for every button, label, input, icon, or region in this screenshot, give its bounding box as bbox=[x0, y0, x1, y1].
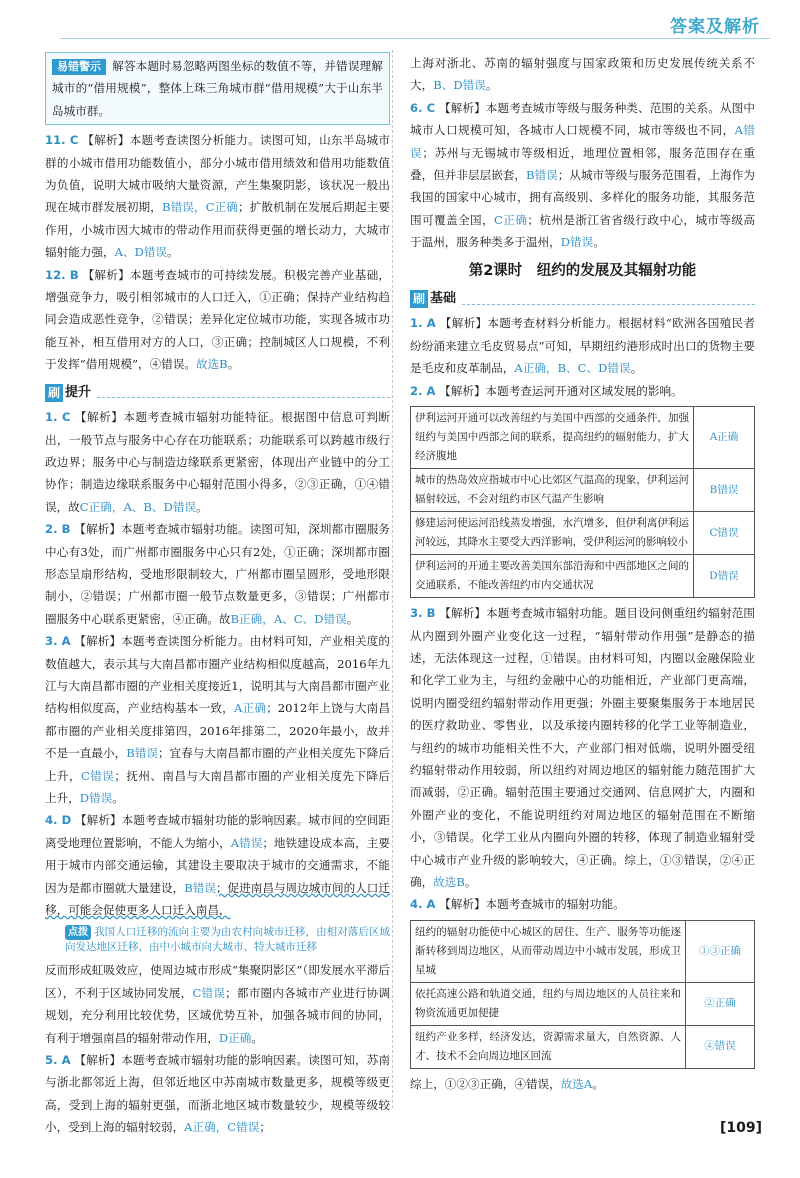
answer-text: ；地铁建设成本高，主要用于城市内部交通运输，其建设主要取决于城市的交通需求，不能因为是都市圈就大量建设， bbox=[45, 835, 390, 895]
answer-highlight: A错误 bbox=[410, 123, 755, 160]
table-row bbox=[411, 920, 755, 982]
answer-highlight: D错误 bbox=[560, 235, 594, 250]
warning-text: 解答本题时易忽略两图坐标的数值不等，并错误理解城市的“借用规模”，整体上珠三角城市群“借用规模”大于山东半岛城市群。 bbox=[52, 59, 383, 118]
answer-highlight: B错误 bbox=[184, 880, 216, 895]
answer-text: 反而形成虹吸效应，使周边城市形成“集聚阴影区”（即发展水平滞后区），不利于区域协同发展， bbox=[45, 963, 390, 1000]
answer-highlight: B错误 bbox=[526, 168, 558, 183]
answer-j3 bbox=[410, 602, 755, 893]
answer-p2 bbox=[45, 518, 390, 630]
answer-number: 3. B bbox=[410, 606, 436, 621]
lesson-title: 第2课时 纽约的发展及其辐射功能 bbox=[468, 262, 697, 279]
answer-j2 bbox=[410, 380, 755, 402]
answer-text: 【解析】本题考查读图分析能力。读图可知，山东半岛城市群的小城市借用功能数值小，部分小城市借用绩效和借用功能数值为负值，说明大城市吸纳大量资源，产生集聚阴影，该状况一般出现在城市群发展初期， bbox=[45, 133, 390, 215]
answer-text: 。 bbox=[251, 1030, 264, 1045]
answer-number: 4. A bbox=[410, 897, 436, 912]
section-label: 提升 bbox=[65, 384, 92, 400]
table-cell: 伊利运河的开通主要改善美国东部沿海和中西部地区之间的交通联系，不能改善纽约市内交通状况 bbox=[411, 555, 694, 598]
answer-number: 3. A bbox=[45, 634, 71, 649]
table-cell: 修建运河使运河沿线蒸发增强，水汽增多，但伊利离伊利运河较远，其降水主要受大西洋影响，受伊利运河的影响较小 bbox=[411, 512, 694, 555]
header-title: 答案及解析 bbox=[670, 17, 760, 37]
answer-text: 。 bbox=[112, 791, 124, 805]
answer-highlight: 故选A bbox=[560, 1076, 593, 1091]
answer-text: 【解析】本题考查城市辐射功能特征。根据图中信息可判断出，一般节点与服务中心存在功能联系；功能联系可以跨越市级行政边界；服务中心与制造边缘联系更紧密，体现出产业链中的分工协作；制造边缘联系服务中心辐射范围小得多，②③正确，①④错误，故 bbox=[45, 410, 390, 514]
answer-highlight: C错误 bbox=[81, 768, 115, 783]
warning-tag: 易错警示 bbox=[52, 59, 106, 75]
answer-highlight: C错误 bbox=[192, 985, 226, 1000]
answer-text: ；2012年上饶与大南昌都市圈的产业相关度排第四，2016年排第二，2020年最小，故并不是一直最小， bbox=[45, 701, 390, 761]
answer-text: 上海对浙北、苏南的辐射强度与国家政策和历史发展传统关系不大， bbox=[410, 56, 755, 93]
table-row bbox=[411, 1025, 755, 1068]
answer-number: 1. A bbox=[410, 316, 436, 331]
answer-number: 12. B bbox=[45, 267, 79, 282]
answer-number: 4. D bbox=[45, 813, 72, 828]
answer-highlight: B正确，A、C、D错误 bbox=[230, 611, 347, 626]
table-row bbox=[411, 982, 755, 1025]
answer-highlight: 故选B bbox=[433, 874, 465, 889]
answer-p5-cont bbox=[410, 52, 755, 97]
answer-text: 。 bbox=[227, 357, 240, 372]
table-row bbox=[411, 555, 755, 598]
header-divider bbox=[60, 38, 770, 39]
analysis-table-1 bbox=[410, 406, 755, 598]
answer-highlight: 故选B bbox=[195, 357, 228, 372]
answer-text: ；宜春与大南昌都市圈的产业相关度先下降后上升， bbox=[45, 746, 390, 783]
section-header-jichu bbox=[410, 288, 755, 310]
section-divider bbox=[97, 387, 390, 398]
answer-number: 1. C bbox=[45, 410, 71, 425]
answer-highlight: A正确 bbox=[233, 701, 267, 716]
answer-highlight: B错误 bbox=[126, 746, 158, 761]
tip-box bbox=[65, 921, 390, 959]
answer-j4 bbox=[410, 893, 755, 915]
answer-number: 2. B bbox=[45, 522, 71, 537]
answer-highlight: A错误 bbox=[230, 835, 263, 850]
answer-text: 。 bbox=[630, 361, 643, 376]
summary bbox=[410, 1073, 755, 1095]
answer-text: 【解析】本题考查城市辐射功能的影响因素。读图可知，苏南与浙北都邻近上海，但邻近地区中苏南城市数量更多，规模等级更高，受到上海的辐射更强，而浙北地区城市数量较少，规模等级较小，受到上海的辐射较弱， bbox=[45, 1053, 391, 1135]
column-divider bbox=[392, 50, 393, 1108]
answer-highlight: D正确 bbox=[218, 1030, 252, 1045]
table-cell: 伊利运河开通可以改善纽约与美国中西部的交通条件，加强纽约与美国中西部之间的联系，提高纽约的辐射能力，扩大经济腹地 bbox=[411, 407, 694, 469]
answer-p3 bbox=[45, 630, 390, 809]
answer-highlight: A正确，B、C、D错误 bbox=[514, 361, 631, 376]
left-column bbox=[45, 52, 390, 1139]
answer-highlight: C正确，A、B、D错误 bbox=[79, 499, 197, 514]
answer-highlight: B、D错误 bbox=[433, 78, 486, 93]
page-number-value: 109 bbox=[726, 1120, 756, 1136]
answer-text: 【解析】本题考查城市辐射功能的影响因素。城市间的空间距离受地理位置影响，不能人为缩小， bbox=[45, 813, 390, 850]
answer-text: 【解析】本题考查城市等级与服务种类、范围的关系。从图中城市人口规模可知，各城市人口规模不同，城市等级也不同， bbox=[410, 100, 755, 138]
answer-text: ；扩散机制在发展后期起主要作用，小城市因大城市的带动作用而获得更强的增长动力，大城市辐射能力强， bbox=[45, 200, 390, 260]
answer-number: 2. A bbox=[410, 383, 436, 398]
answer-text: 。 bbox=[485, 78, 498, 93]
table-row bbox=[411, 407, 755, 469]
table-result: B错误 bbox=[694, 469, 755, 512]
answer-text: 。 bbox=[593, 235, 605, 250]
table-cell: 城市的热岛效应指城市中心比郊区气温高的现象，伊利运河辐射较远，不会对纽约市区气温产生影响 bbox=[411, 469, 694, 512]
page-number: [109] bbox=[719, 1120, 762, 1136]
answer-p6 bbox=[410, 97, 755, 254]
table-cell: 纽约产业多样，经济发达，资源需求量大，自然资源、人才、技术不会向周边地区回流 bbox=[411, 1025, 686, 1068]
table-result: ②正确 bbox=[686, 982, 755, 1025]
answer-highlight: A正确，C错误 bbox=[184, 1120, 260, 1135]
section-label: 基础 bbox=[430, 291, 457, 307]
answer-text: ； bbox=[259, 1120, 271, 1135]
answer-text: 【解析】本题考查城市的辐射功能。 bbox=[439, 897, 625, 912]
answer-text: 【解析】本题考查城市的可持续发展。积极完善产业基础，增强竞争力，吸引相邻城市的人口迁入，①正确；保持产业结构趋同会造成恶性竞争，②错误；差异化定位城市功能，实现各城市功能互补，相互借用对方的人口，③正确；控制城区人口规模，不利于发挥“借用规模”，④错误。 bbox=[45, 267, 390, 372]
answer-highlight: B错误，C正确 bbox=[161, 200, 239, 215]
answer-text: ；促进南昌与周边城市间的人口迁移，可能会促使更多人口迁入南昌， bbox=[45, 880, 390, 918]
answer-highlight: A、D错误 bbox=[114, 245, 168, 260]
answer-p4-cont bbox=[45, 959, 390, 1049]
answer-text: 。 bbox=[196, 499, 208, 514]
section-header-tisheng bbox=[45, 382, 390, 404]
tip-icon: 点拨 bbox=[65, 925, 91, 940]
answer-text: 【解析】本题考查材料分析能力。根据材料“欧洲各国殖民者纷纷涌来建立毛皮贸易点”可知，早期纽约港形成时出口的货物主要是毛皮和皮革制品， bbox=[410, 316, 756, 376]
answer-text: ；从城市等级与服务范围看，上海作为我国的国家中心城市，拥有高级别、多样化的服务功能，其服务范围可覆盖全国， bbox=[410, 168, 755, 227]
warning-box bbox=[45, 52, 390, 125]
table-row bbox=[411, 469, 755, 512]
table-result: D错误 bbox=[694, 555, 755, 598]
answer-text: ；都市圈内各城市产业进行协调规划，充分利用比较优势，区域优势互补，加强各城市间的协同，有利于增强南昌的辐射带动作用， bbox=[45, 985, 391, 1045]
answer-p5 bbox=[45, 1049, 390, 1139]
answer-text: 。 bbox=[464, 874, 477, 889]
answer-text: 。 bbox=[592, 1076, 604, 1091]
table-cell: 依托高速公路和轨道交通，纽约与周边地区的人员往来和物资流通更加便捷 bbox=[411, 982, 686, 1025]
answer-text: ；杭州是浙江省省级行政中心，城市等级高于温州，服务种类多于温州， bbox=[410, 212, 755, 250]
answer-text: 。 bbox=[346, 611, 359, 626]
table-result: ④错误 bbox=[686, 1025, 755, 1068]
tip-text: 我国人口迁移的流向主要为由农村向城市迁移，由相对落后区域向发达地区迁移，由中小城市向大城市、特大城市迁移 bbox=[65, 926, 390, 954]
table-result: A正确 bbox=[694, 407, 755, 469]
answer-p4 bbox=[45, 809, 390, 921]
brush-icon: 刷 bbox=[410, 290, 428, 308]
table-result: ①③正确 bbox=[686, 920, 755, 982]
answer-p1 bbox=[45, 406, 390, 518]
answer-number: 5. A bbox=[45, 1053, 71, 1068]
answer-highlight: C正确 bbox=[494, 212, 528, 227]
answer-text: 【解析】本题考查读图分析能力。由材料可知，产业相关度的数值越大，表示其与大南昌都市圈产业结构相似度越高，2016年九江与大南昌都市圈的产业相关度接近1，说明其与大南昌都市圈产业结构相似度高，产业结构基本一致， bbox=[45, 634, 391, 716]
table-row bbox=[411, 512, 755, 555]
answer-j1 bbox=[410, 312, 755, 379]
answer-text: 【解析】本题考查城市辐射功能。读图可知，深圳都市圈服务中心有3处，而广州都市圈服务中心只有2处，①正确；深圳都市圈形态呈扇形结构，受地形限制较大，广州都市圈呈圆形，受地形限制小，②错误；广州都市圈一般节点数量更多，③错误；广州都市圈服务中心联系更紧密，④正确。故 bbox=[45, 522, 390, 626]
analysis-table-2 bbox=[410, 920, 755, 1069]
table-cell: 纽约的辐射功能使中心城区的居住、生产、服务等功能逐渐转移到周边地区，从而带动周边中小城市发展，形成卫星城 bbox=[411, 920, 686, 982]
answer-text: 【解析】本题考查城市辐射功能。题目设问侧重纽约辐射范围从内圈到外圈产业变化这一过程，“辐射带动作用强”是静态的描述，无法体现这一过程，①错误。由材料可知，内圈以金融保险业和化学工业为主，与纽约金融中心的功能相近，产业部门更高端，说明内圈受纽约辐射带动作用更强；外圈主要聚集服务于本地居民的医疗救助业、零售业，以及承接内圈转移的化学工业等制造业，与纽约的城市功能相关性不大，产业部门相对低端，说明外圈受纽约辐射带动作用较弱，所以纽约对周边地区的辐射能力随范围扩大而减弱，②正确。辐射范围主要通过交通网、信息网扩大，内圈和外圈产业的变化，不能说明纽约对周边地区的辐射范围在不断缩小，③错误。化学工业从内圈向外圈的转移，体现了制造业辐射受中心城市产业升级的影响较大，④正确。综上，①③错误，②④正确， bbox=[410, 606, 755, 889]
answer-text: 【解析】本题考查运河开通对区域发展的影响。 bbox=[439, 383, 683, 398]
answer-text: 综上，①②③正确，④错误， bbox=[410, 1076, 561, 1091]
answer-number: 11. C bbox=[45, 133, 79, 148]
answer-highlight: D错误 bbox=[79, 791, 113, 805]
answer-text: ；抚州、南昌与大南昌都市圈的产业相关度先下降后上升， bbox=[45, 768, 390, 805]
section-divider bbox=[462, 294, 755, 305]
answer-text: 。 bbox=[167, 245, 179, 260]
answer-12 bbox=[45, 264, 390, 376]
brush-icon: 刷 bbox=[45, 384, 63, 402]
answer-11 bbox=[45, 129, 390, 263]
answer-number: 6. C bbox=[410, 100, 436, 115]
table-result: C错误 bbox=[694, 512, 755, 555]
answer-text: ；苏州与无锡城市等级相近，地理位置相邻，服务范围存在重叠，但并非层层嵌套， bbox=[410, 145, 755, 183]
right-column bbox=[410, 52, 755, 1095]
